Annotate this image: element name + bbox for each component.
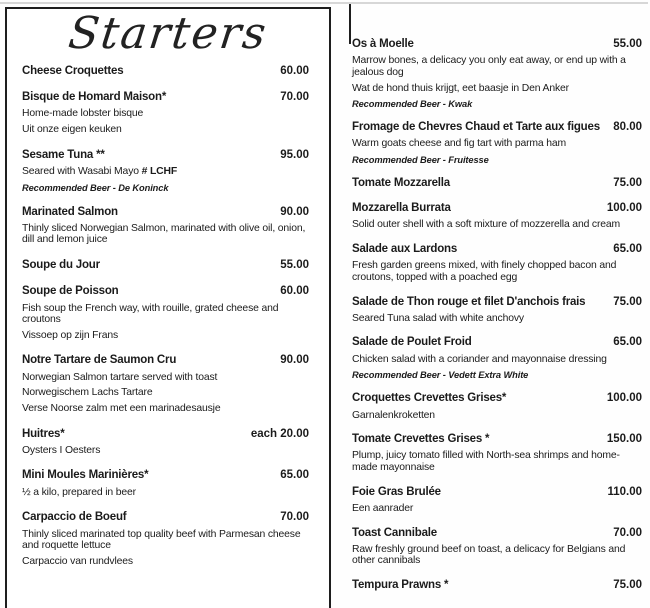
menu-item xyxy=(352,392,642,421)
menu-item xyxy=(22,259,309,272)
item-description: Fresh garden greens mixed, with finely chopped bacon and croutons, topped with a poached egg xyxy=(352,260,617,283)
left-menu-column xyxy=(7,61,329,567)
item-row xyxy=(352,433,642,446)
item-price: 60.00 xyxy=(280,285,309,298)
item-price: 55.00 xyxy=(280,259,309,272)
item-price: 70.00 xyxy=(280,91,309,104)
menu-item xyxy=(22,65,309,78)
item-description: Thinly sliced Norwegian Salmon, marinated with olive oil, onion, dill and lemon juice xyxy=(22,222,306,246)
menu-item xyxy=(22,91,309,136)
item-row xyxy=(352,527,642,540)
item-row xyxy=(352,177,642,190)
item-price: each 20.00 xyxy=(250,427,309,440)
item-price: 60.00 xyxy=(280,65,309,77)
item-name: Bisque de Homard Maison* xyxy=(22,91,167,104)
item-price: 100.00 xyxy=(606,202,642,215)
item-row xyxy=(352,202,642,215)
item-name: Soupe de Poisson xyxy=(22,285,119,298)
item-row xyxy=(352,392,642,405)
item-name: Cheese Croquettes xyxy=(22,65,124,77)
item-description: Warm goats cheese and fig tart with parma ham xyxy=(352,138,567,150)
menu-item xyxy=(352,336,642,380)
item-row xyxy=(352,486,642,499)
item-description: Raw freshly ground beef on toast, a delicacy for Belgians and other cannibals xyxy=(352,543,626,567)
item-description: Fish soup the French way, with rouille, grated cheese and croutons xyxy=(22,302,279,326)
item-description: Een aanrader xyxy=(352,502,414,514)
menu-item xyxy=(352,243,642,284)
item-price: 65.00 xyxy=(280,469,309,482)
item-row xyxy=(22,285,309,298)
item-name: Sesame Tuna ** xyxy=(22,148,105,161)
item-name: Huitres* xyxy=(22,427,65,440)
item-row xyxy=(22,65,309,78)
item-description: Seared with Wasabi Mayo # LCHF xyxy=(22,165,178,177)
item-name: Salade de Poulet Froid xyxy=(352,336,472,349)
starters-box xyxy=(5,7,331,608)
menu-item xyxy=(22,354,309,414)
menu-item xyxy=(22,469,309,498)
item-description: Seared Tuna salad with white anchovy xyxy=(352,312,524,324)
item-name: Carpaccio de Boeuf xyxy=(22,511,127,524)
item-name: Croquettes Crevettes Grises* xyxy=(352,392,507,405)
beer-recommendation: Recommended Beer - Fruitesse xyxy=(352,155,489,165)
item-description: Chicken salad with a coriander and mayonnaise dressing xyxy=(352,353,607,365)
menu-item xyxy=(352,202,642,231)
item-price: 80.00 xyxy=(613,121,642,134)
item-description: Uit onze eigen keuken xyxy=(22,124,122,136)
menu-item xyxy=(352,177,642,190)
scan-edge-line xyxy=(0,2,648,4)
item-row xyxy=(22,259,309,272)
item-name: Tempura Prawns * xyxy=(352,579,449,592)
item-description: Solid outer shell with a soft mixture of mozzerella and cream xyxy=(352,219,621,231)
item-name: Foie Gras Brulée xyxy=(352,485,441,498)
item-price: 75.00 xyxy=(613,177,642,189)
item-description: Marrow bones, a delicacy you only eat away, or end up with a jealous dog xyxy=(352,55,626,78)
item-price: 55.00 xyxy=(613,38,642,50)
starters-title: Starters xyxy=(65,8,271,59)
menu-item xyxy=(22,149,309,193)
menu-item xyxy=(22,285,309,341)
item-price: 90.00 xyxy=(280,205,309,218)
menu-item xyxy=(22,428,309,457)
item-description: ½ a kilo, prepared in beer xyxy=(22,486,136,498)
item-row xyxy=(352,38,642,51)
item-row xyxy=(22,511,309,524)
item-description: Carpaccio van rundvlees xyxy=(22,555,133,567)
item-description: Home-made lobster bisque xyxy=(22,108,144,120)
item-name: Salade de Thon rouge et filet D'anchois frais xyxy=(352,295,586,308)
item-row xyxy=(22,206,309,219)
item-price: 70.00 xyxy=(613,526,642,539)
beer-recommendation: Recommended Beer - Kwak xyxy=(352,99,473,110)
item-description: Garnalenkroketten xyxy=(352,409,435,421)
item-name: Soupe du Jour xyxy=(22,259,100,272)
item-name: Marinated Salmon xyxy=(22,205,118,218)
item-description: Vissoep op zijn Frans xyxy=(22,329,118,341)
item-price: 65.00 xyxy=(613,243,642,256)
item-description: Thinly sliced marinated top quality beef with Parmesan cheese and roquette lettuce xyxy=(22,528,301,552)
item-description: Verse Noorse zalm met een marinadesausje xyxy=(22,402,221,414)
item-price: 90.00 xyxy=(280,354,309,367)
item-price: 70.00 xyxy=(280,511,309,524)
menu-item xyxy=(352,38,642,109)
beer-recommendation: Recommended Beer - De Koninck xyxy=(22,182,169,193)
menu-item xyxy=(352,579,642,592)
item-price: 75.00 xyxy=(613,295,642,308)
menu-item xyxy=(22,511,309,567)
item-row xyxy=(352,121,642,134)
menu-item xyxy=(352,527,642,568)
menu-item xyxy=(352,296,642,325)
item-price: 100.00 xyxy=(606,392,642,405)
column-divider-line xyxy=(349,4,351,44)
item-price: 75.00 xyxy=(613,579,642,592)
item-row xyxy=(352,579,642,592)
item-row xyxy=(22,354,309,367)
item-price: 65.00 xyxy=(613,336,642,349)
item-description: Norwegian Salmon tartare served with toast xyxy=(22,371,218,383)
item-name: Tomate Mozzarella xyxy=(352,177,450,189)
item-name: Tomate Crevettes Grises * xyxy=(352,433,490,446)
item-row xyxy=(22,91,309,104)
menu-item xyxy=(352,121,642,165)
item-price: 150.00 xyxy=(606,433,642,446)
item-name: Salade aux Lardons xyxy=(352,243,458,256)
item-row xyxy=(352,336,642,349)
item-name: Os à Moelle xyxy=(352,38,414,50)
item-name: Mozzarella Burrata xyxy=(352,202,451,215)
item-row xyxy=(352,296,642,309)
item-row xyxy=(22,149,309,162)
item-name: Toast Cannibale xyxy=(352,526,437,539)
item-name: Fromage de Chevres Chaud et Tarte aux figues xyxy=(352,121,600,134)
item-description: Wat de hond thuis krijgt, eet baasje in Den Anker xyxy=(352,82,569,94)
item-name: Mini Moules Marinières* xyxy=(22,469,149,482)
item-row xyxy=(22,428,309,441)
beer-recommendation: Recommended Beer - Vedett Extra White xyxy=(352,370,529,381)
item-row xyxy=(22,469,309,482)
item-price: 110.00 xyxy=(607,485,642,498)
item-price: 95.00 xyxy=(280,148,309,161)
item-row xyxy=(352,243,642,256)
item-description: Oysters I Oesters xyxy=(22,444,101,456)
item-description: Plump, juicy tomato filled with North-sea shrimps and home-made mayonnaise xyxy=(352,450,620,474)
right-menu-column xyxy=(352,38,642,604)
item-name: Notre Tartare de Saumon Cru xyxy=(22,354,177,367)
menu-item xyxy=(352,486,642,515)
menu-item xyxy=(22,206,309,247)
item-description: Norwegischem Lachs Tartare xyxy=(22,387,153,399)
menu-item xyxy=(352,433,642,474)
